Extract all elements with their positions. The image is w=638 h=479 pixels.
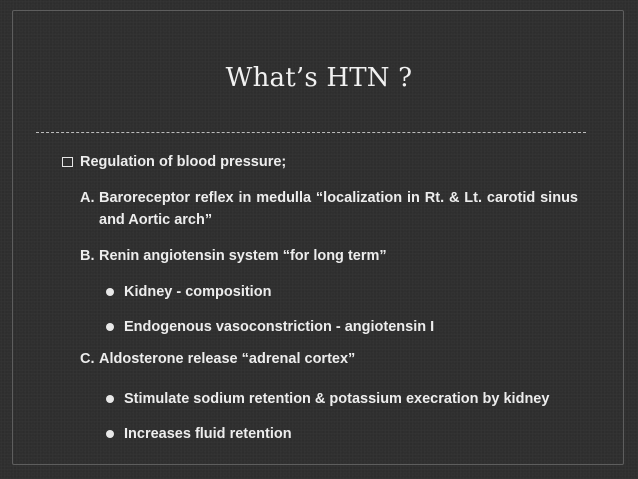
bullet-dot-icon: [106, 430, 114, 438]
main-bullet-text: Regulation of blood pressure;: [80, 154, 287, 170]
list-marker-c: C.: [80, 351, 95, 367]
bullet-dot-icon: [106, 395, 114, 403]
list-marker-b: B.: [80, 248, 95, 264]
sub-item: [106, 284, 271, 300]
list-item-a-text: Baroreceptor reflex in medulla “localization in Rt. & Lt. carotid sinus and Aortic arch”: [99, 190, 578, 228]
list-item-a: [80, 187, 578, 231]
list-item-b-text: Renin angiotensin system “for long term”: [99, 248, 387, 264]
list-item-c: [80, 348, 578, 370]
title-divider: [36, 132, 586, 133]
list-item-b: [80, 245, 578, 267]
sub-item-text: Kidney - composition: [124, 284, 272, 300]
checkbox-bullet-icon: [62, 157, 73, 167]
sub-item: [106, 319, 434, 335]
sub-item-text: Endogenous vasoconstriction - angiotensin I: [124, 319, 435, 335]
sub-item-text: Increases fluid retention: [124, 426, 292, 442]
main-bullet: [62, 154, 286, 170]
slide-title: What’s HTN ?: [225, 63, 413, 93]
sub-item-text: Stimulate sodium retention & potassium execration by kidney: [124, 391, 550, 407]
list-marker-a: A.: [80, 190, 95, 206]
bullet-dot-icon: [106, 288, 114, 296]
sub-item: [106, 426, 292, 442]
bullet-dot-icon: [106, 323, 114, 331]
list-item-c-text: Aldosterone release “adrenal cortex”: [99, 351, 356, 367]
sub-item: [106, 391, 549, 407]
